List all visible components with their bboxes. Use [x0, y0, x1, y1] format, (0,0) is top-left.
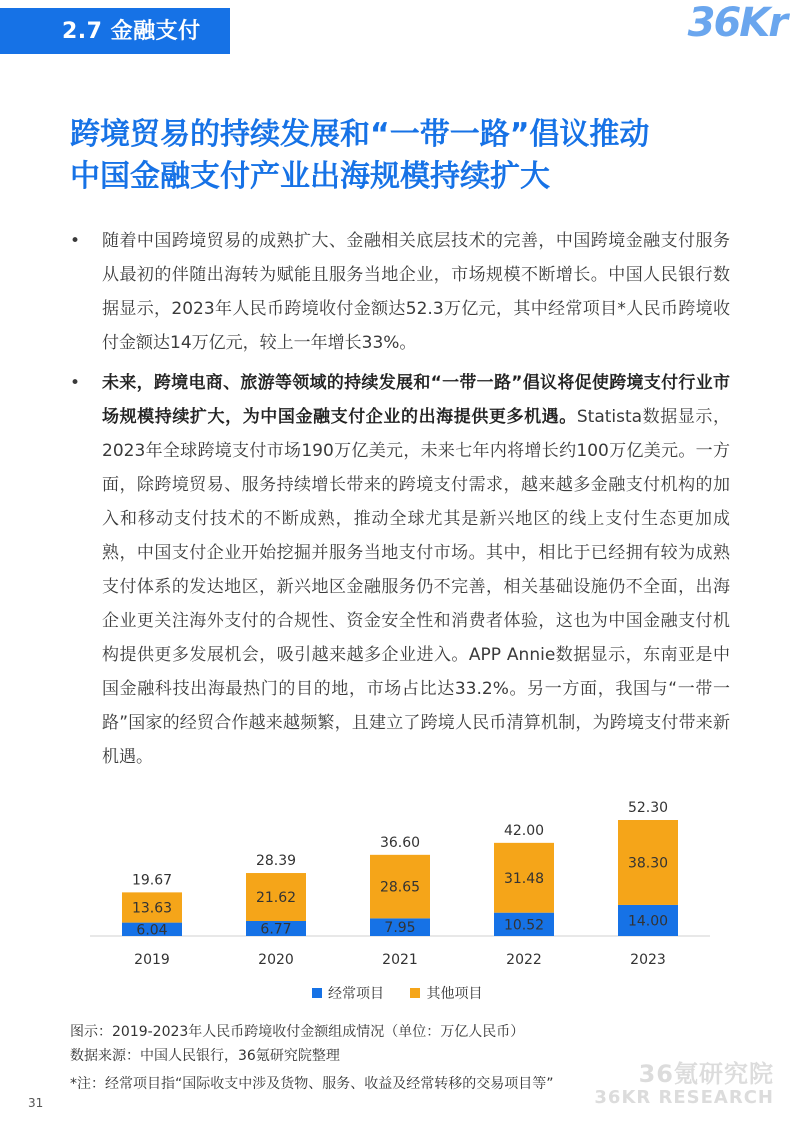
total-label-2022: 42.00	[503, 822, 545, 839]
chart-svg	[90, 798, 710, 1008]
total-label-2020: 28.39	[255, 853, 297, 870]
data-label-current-2021: 7.95	[384, 920, 416, 937]
watermark-cn: 36氪研究院	[638, 1060, 774, 1088]
x-tick-label-2021: 2021	[382, 952, 418, 968]
data-label-other-2022: 31.48	[503, 870, 545, 887]
bullet-text: 随着中国跨境贸易的成熟扩大、金融相关底层技术的完善，中国跨境金融支付服务从最初的伴随出海转为赋能且服务当地企业，市场规模不断增长。中国人民银行数据显示，2023年人民币跨境收付金额达52.3万亿元，其中经常项目*人民币跨境收付金额达14万亿元，较上一年增长33%。	[102, 231, 730, 353]
data-label-other-2021: 28.65	[379, 879, 421, 896]
data-label-other-2023: 38.30	[627, 855, 669, 872]
data-label-current-2023: 14.00	[627, 913, 669, 930]
legend-item-current	[312, 983, 384, 1003]
stacked-bar-chart	[90, 798, 710, 1008]
data-label-current-2020: 6.77	[260, 921, 292, 938]
chart-legend	[312, 983, 504, 1003]
watermark	[594, 1054, 774, 1108]
page-headline	[70, 114, 760, 198]
section-title: 2.7 金融支付	[62, 19, 201, 44]
bullet-dot-icon: •	[70, 231, 81, 251]
headline-line-2: 中国金融支付产业出海规模持续扩大	[70, 159, 550, 194]
legend-swatch-current	[312, 988, 322, 998]
legend-label-other: 其他项目	[426, 986, 483, 1002]
total-label-2023: 52.30	[627, 800, 669, 816]
figure-caption-block	[70, 1020, 524, 1068]
bullet-item	[70, 224, 730, 360]
legend-item-other	[410, 983, 482, 1003]
bullet-list	[70, 224, 730, 780]
legend-swatch-other	[410, 988, 420, 998]
headline-line-1: 跨境贸易的持续发展和“一带一路”倡议推动	[70, 117, 650, 152]
data-label-other-2019: 13.63	[131, 900, 173, 917]
bullet-dot-icon: •	[70, 373, 81, 393]
x-tick-label-2023: 2023	[630, 952, 666, 968]
bullet-bold-text: 未来，跨境电商、旅游等领域的持续发展和“一带一路”倡议将促使跨境支付行业市场规模持续扩大，为中国金融支付企业的出海提供更多机遇。	[102, 373, 730, 427]
x-tick-label-2022: 2022	[506, 952, 542, 968]
bullet-text: Statista数据显示，2023年全球跨境支付市场190万亿美元，未来七年内将增长约100万亿美元。一方面，除跨境贸易、服务持续增长带来的跨境支付需求，越来越多金融支付机构的加入和移动支付技术的不断成熟，推动全球尤其是新兴地区的线上支付生态更加成熟，中国支付企业开始挖掘并服务当地支付市场。其中，相比于已经拥有较为成熟支付体系的发达地区，新兴地区金融服务仍不完善，相关基础设施仍不全面，出海企业更关注海外支付的合规性、资金安全性和消费者体验，这也为中国金融支付机构提供更多发展机会，吸引越来越多企业进入。APP Annie数据显示，东南亚是中国金融科技出海最热门的目的地，市场占比达33.2%。另一方面，我国与“一带一路”国家的经贸合作越来越频繁，且建立了跨境人民币清算机制，为跨境支付带来新机遇。	[102, 407, 730, 767]
data-label-current-2022: 10.52	[503, 917, 545, 934]
footnote: *注：经常项目指“国际收支中涉及货物、服务、收益及经常转移的交易项目等”	[70, 1076, 554, 1092]
data-label-other-2020: 21.62	[255, 890, 297, 907]
total-label-2021: 36.60	[379, 834, 421, 851]
brand-logo: 36Kr	[687, 0, 786, 46]
legend-label-current: 经常项目	[328, 986, 384, 1002]
total-label-2019: 19.67	[131, 872, 173, 889]
watermark-en: 36KR RESEARCH	[594, 1087, 774, 1108]
figure-caption: 图示：2019-2023年人民币跨境收付金额组成情况（单位：万亿人民币）	[70, 1024, 525, 1040]
page-number: 31	[28, 1096, 44, 1110]
bullet-item	[70, 366, 730, 774]
data-source: 数据来源：中国人民银行，36氪研究院整理	[70, 1048, 340, 1064]
x-tick-label-2019: 2019	[134, 952, 170, 968]
x-tick-label-2020: 2020	[258, 952, 294, 968]
data-label-current-2019: 6.04	[136, 922, 168, 939]
